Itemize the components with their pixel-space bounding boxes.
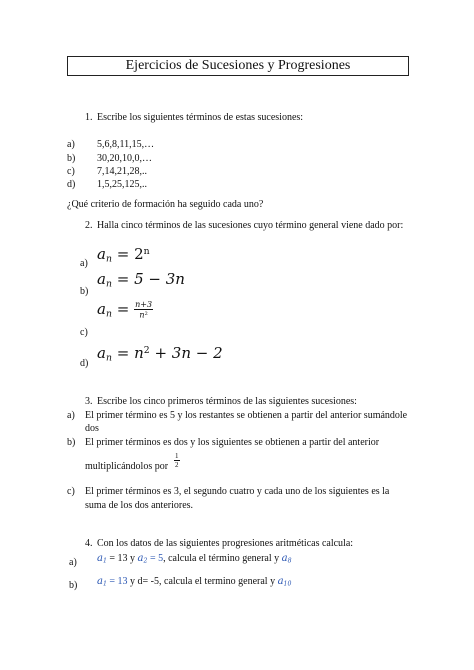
q2-number: 2. — [85, 220, 93, 231]
q1-item-a-label: a) — [67, 139, 75, 150]
q1-item-b: 30,20,10,0,… — [97, 153, 152, 164]
q1-text: Escribe los siguientes términos de estas sucesiones: — [97, 112, 304, 123]
q1-item-d: 1,5,25,125,.. — [97, 179, 147, 190]
q4-a-line: $a_1 = 13$ y $a_2 = 5$, calcula el término general y $a_8$ — [97, 553, 292, 565]
q4-a-label: a) — [69, 557, 77, 568]
q3-b-line2: multiplicándolos por — [85, 461, 169, 472]
q3-a-label: a) — [67, 410, 75, 421]
q3-c-label: c) — [67, 486, 75, 497]
formula-a: $a_n = 2^n$ — [97, 245, 150, 265]
q1-number: 1. — [85, 112, 93, 123]
q3-a-line1: El primer término es 5 y los restantes se obtienen a partir del anterior sumándole — [85, 410, 408, 421]
formula-d: $a_n = n^2 + 3n - 2$ — [97, 344, 223, 364]
q4-b-label: b) — [69, 580, 78, 591]
q1-item-c: 7,14,21,28,.. — [97, 166, 147, 177]
title-box — [67, 56, 409, 76]
q3-number: 3. — [85, 396, 93, 407]
q3-c-line1: El primer términos es 3, el segundo cuatro y cada uno de los siguientes es la — [85, 486, 390, 497]
q2-label-a: a) — [80, 258, 88, 269]
formula-c: $a_n$ = $\frac{n+3}{n^2}$ — [97, 300, 153, 320]
q4-number: 4. — [85, 538, 93, 549]
q3-a-line2: dos — [85, 423, 99, 434]
q1-item-c-label: c) — [67, 166, 75, 177]
q3-b-label: b) — [67, 437, 76, 448]
q3-text: Escribe los cinco primeros términos de las siguientes sucesiones: — [97, 396, 357, 407]
formula-b: $a_n = 5 - 3n$ — [97, 270, 185, 290]
q1-item-d-label: d) — [67, 179, 76, 190]
q2-label-c: c) — [80, 327, 88, 338]
q2-label-b: b) — [80, 286, 89, 297]
q3-b-fraction: $\frac{1}{2}$ — [175, 451, 179, 469]
q3-b-line1: El primer términos es dos y los siguientes se obtienen a partir del anterior — [85, 437, 380, 448]
q4-text: Con los datos de las siguientes progresiones aritméticas calcula: — [97, 538, 354, 549]
q1-followup: ¿Qué criterio de formación ha seguido cada uno? — [67, 199, 264, 210]
q4-b-line: $a_1 = 13$ y d= -5, calcula el termino general y $a_{10}$ — [97, 576, 292, 588]
q1-item-b-label: b) — [67, 153, 76, 164]
q2-label-d: d) — [80, 358, 89, 369]
q1-item-a: 5,6,8,11,15,… — [97, 139, 155, 150]
q2-text: Halla cinco términos de las sucesiones cuyo término general viene dado por: — [97, 220, 404, 231]
page-title: Ejercicios de Sucesiones y Progresiones — [125, 58, 351, 73]
q3-c-line2: suma de los dos anteriores. — [85, 500, 194, 511]
